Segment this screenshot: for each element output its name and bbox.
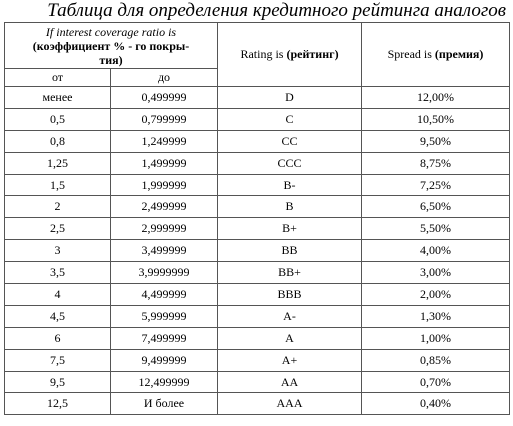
table-row <box>5 327 510 349</box>
cell-spread: 0,85% <box>362 349 510 371</box>
header-to: до <box>111 69 218 87</box>
header-coverage-line3: тия) <box>99 52 123 67</box>
header-coverage-line2: (коэффициент % - го покры- <box>32 38 190 53</box>
table-row <box>5 218 510 240</box>
cell-from: 12,5 <box>5 393 111 415</box>
table-row <box>5 174 510 196</box>
header-rating-bold: (рейтинг) <box>286 47 339 61</box>
cell-from: 0,8 <box>5 130 111 152</box>
cell-spread: 5,50% <box>362 218 510 240</box>
cell-to: 9,499999 <box>111 349 218 371</box>
cell-spread: 6,50% <box>362 196 510 218</box>
cell-to: 5,999999 <box>111 305 218 327</box>
cell-rating: B- <box>218 174 362 196</box>
header-spread-bold: (премия) <box>434 47 484 61</box>
cell-to: 1,999999 <box>111 174 218 196</box>
cell-rating: C <box>218 108 362 130</box>
cell-rating: AA <box>218 371 362 393</box>
table-row <box>5 305 510 327</box>
cell-to: 2,499999 <box>111 196 218 218</box>
cell-to: 1,499999 <box>111 152 218 174</box>
cell-from: 1,5 <box>5 174 111 196</box>
cell-to: 0,799999 <box>111 108 218 130</box>
cell-spread: 1,00% <box>362 327 510 349</box>
table-row <box>5 196 510 218</box>
cell-spread: 4,00% <box>362 240 510 262</box>
cell-rating: BB+ <box>218 262 362 284</box>
cell-rating: A+ <box>218 349 362 371</box>
cell-from: 7,5 <box>5 349 111 371</box>
cell-to: 3,9999999 <box>111 262 218 284</box>
cell-spread: 9,50% <box>362 130 510 152</box>
cell-to: 1,249999 <box>111 130 218 152</box>
cell-from: 3 <box>5 240 111 262</box>
cell-rating: AAA <box>218 393 362 415</box>
cell-to: 12,499999 <box>111 371 218 393</box>
cell-from: 3,5 <box>5 262 111 284</box>
cell-spread: 10,50% <box>362 108 510 130</box>
cell-to: 2,999999 <box>111 218 218 240</box>
cell-rating: BBB <box>218 284 362 306</box>
cell-from: 4,5 <box>5 305 111 327</box>
cell-rating: A- <box>218 305 362 327</box>
header-rating <box>218 23 362 87</box>
credit-rating-table <box>4 22 510 415</box>
cell-spread: 0,70% <box>362 371 510 393</box>
cell-spread: 1,30% <box>362 305 510 327</box>
cell-rating: D <box>218 87 362 109</box>
cell-from: менее <box>5 87 111 109</box>
cell-from: 2,5 <box>5 218 111 240</box>
cell-spread: 7,25% <box>362 174 510 196</box>
cell-spread: 3,00% <box>362 262 510 284</box>
cell-rating: B+ <box>218 218 362 240</box>
cell-rating: B <box>218 196 362 218</box>
table-row <box>5 284 510 306</box>
header-from: от <box>5 69 111 87</box>
cell-spread: 8,75% <box>362 152 510 174</box>
cell-to: 4,499999 <box>111 284 218 306</box>
table-row <box>5 349 510 371</box>
table-row <box>5 240 510 262</box>
header-coverage-line1: If interest coverage ratio is <box>45 24 177 39</box>
cell-spread: 0,40% <box>362 393 510 415</box>
table-row <box>5 87 510 109</box>
cell-from: 6 <box>5 327 111 349</box>
cell-rating: CCC <box>218 152 362 174</box>
header-coverage-ratio <box>5 23 218 69</box>
cell-rating: CC <box>218 130 362 152</box>
cell-rating: BB <box>218 240 362 262</box>
cell-spread: 2,00% <box>362 284 510 306</box>
table-row <box>5 393 510 415</box>
table-title: Таблица для определения кредитного рейтинга аналогов <box>47 0 506 21</box>
table-row <box>5 130 510 152</box>
table-body <box>5 87 510 415</box>
cell-from: 9,5 <box>5 371 111 393</box>
cell-from: 0,5 <box>5 108 111 130</box>
cell-to: 3,499999 <box>111 240 218 262</box>
header-spread <box>362 23 510 87</box>
cell-to: 7,499999 <box>111 327 218 349</box>
cell-rating: A <box>218 327 362 349</box>
cell-spread: 12,00% <box>362 87 510 109</box>
cell-from: 1,25 <box>5 152 111 174</box>
table-row <box>5 262 510 284</box>
header-spread-prefix: Spread is <box>387 47 432 61</box>
table-row <box>5 108 510 130</box>
cell-from: 4 <box>5 284 111 306</box>
cell-from: 2 <box>5 196 111 218</box>
header-rating-prefix: Rating is <box>240 47 284 61</box>
cell-to: 0,499999 <box>111 87 218 109</box>
table-row <box>5 152 510 174</box>
cell-to: И более <box>111 393 218 415</box>
table-row <box>5 371 510 393</box>
